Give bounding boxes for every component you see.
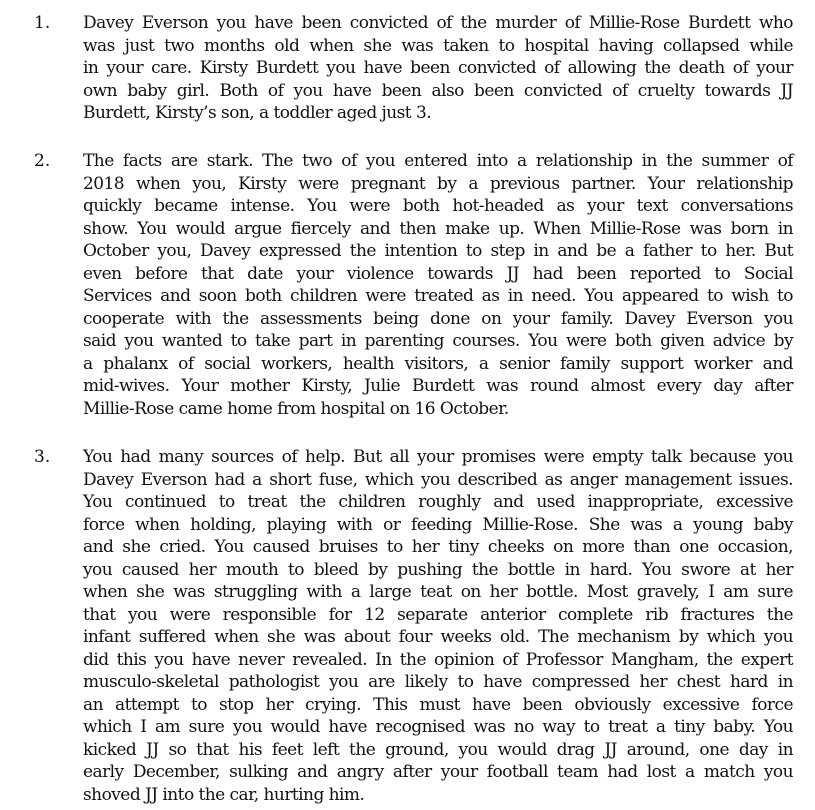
text-line: mid-wives. Your mother Kirsty, Julie Burdett was round almost every day after <box>83 376 793 396</box>
text-line: an attempt to stop her crying. This must have been obviously excessive force <box>83 694 793 715</box>
text-line: Davey Everson had a short fuse, which you described as anger management issues. <box>83 469 793 490</box>
text-line: October you, Davey expressed the intention to step in and be a father to her. But <box>83 241 793 261</box>
text-line: and she cried. You caused bruises to her tiny cheeks on more than one occasion, <box>83 537 793 557</box>
text-line: a phalanx of social workers, health visitors, a senior family support worker and <box>83 353 793 374</box>
text-line: 2018 when you, Kirsty were pregnant by a previous partner. Your relationship <box>83 173 793 194</box>
text-line: said you wanted to take part in parenting courses. You were both given advice by <box>83 331 793 351</box>
text-line: when she was struggling with a large teat on her bottle. Most gravely, I am sure <box>83 582 793 602</box>
text-line: show. You would argue fiercely and then make up. When Millie-Rose was born in <box>83 218 793 239</box>
text-line: Davey Everson you have been convicted of the murder of Millie-Rose Burdett who <box>83 13 793 33</box>
text-line: early December, sulking and angry after your football team had lost a match you <box>83 762 793 782</box>
text-line: force when holding, playing with or feeding Millie-Rose. She was a young baby <box>83 514 793 535</box>
text-line: that you were responsible for 12 separate anterior complete rib fractures the <box>83 604 793 625</box>
text-line: which I am sure you would have recognised was no way to treat a tiny baby. You <box>83 717 793 737</box>
paragraph-number: 3. <box>34 447 51 467</box>
text-line: in your care. Kirsty Burdett you have been convicted of allowing the death of your <box>83 58 793 78</box>
paragraph-number: 2. <box>34 151 51 171</box>
paragraph-number: 1. <box>34 13 51 33</box>
text-line: Services and soon both children were treated as in need. You appeared to wish to <box>83 286 793 306</box>
text-line: own baby girl. Both of you have been also been convicted of cruelty towards JJ <box>83 80 793 101</box>
text-line: was just two months old when she was taken to hospital having collapsed while <box>83 35 793 56</box>
text-line: infant suffered when she was about four weeks old. The mechanism by which you <box>83 627 793 647</box>
text-line: You had many sources of help. But all your promises were empty talk because you <box>83 447 793 467</box>
text-line: cooperate with the assessments being done on your family. Davey Everson you <box>83 308 793 329</box>
text-line: did this you have never revealed. In the opinion of Professor Mangham, the expert <box>83 649 793 670</box>
text-line: shoved JJ into the car, hurting him. <box>83 784 365 805</box>
text-line: The facts are stark. The two of you entered into a relationship in the summer of <box>83 151 793 171</box>
text-line: Millie-Rose came home from hospital on 16 October. <box>83 398 509 419</box>
text-line: musculo-skeletal pathologist you are likely to have compressed her chest hard in <box>83 672 793 692</box>
paragraph-text <box>83 12 803 125</box>
text-line: Burdett, Kirsty’s son, a toddler aged just 3. <box>83 103 432 123</box>
paragraph-text <box>83 446 803 806</box>
text-line: quickly became intense. You were both hot-headed as your text conversations <box>83 196 793 216</box>
paragraph-text <box>83 150 803 420</box>
text-line: even before that date your violence towards JJ had been reported to Social <box>83 263 793 284</box>
text-line: kicked JJ so that his feet left the ground, you would drag JJ around, one day in <box>83 739 793 760</box>
text-line: you caused her mouth to bleed by pushing the bottle in hard. You swore at her <box>83 559 793 580</box>
text-line: You continued to treat the children roughly and used inappropriate, excessive <box>83 492 793 512</box>
